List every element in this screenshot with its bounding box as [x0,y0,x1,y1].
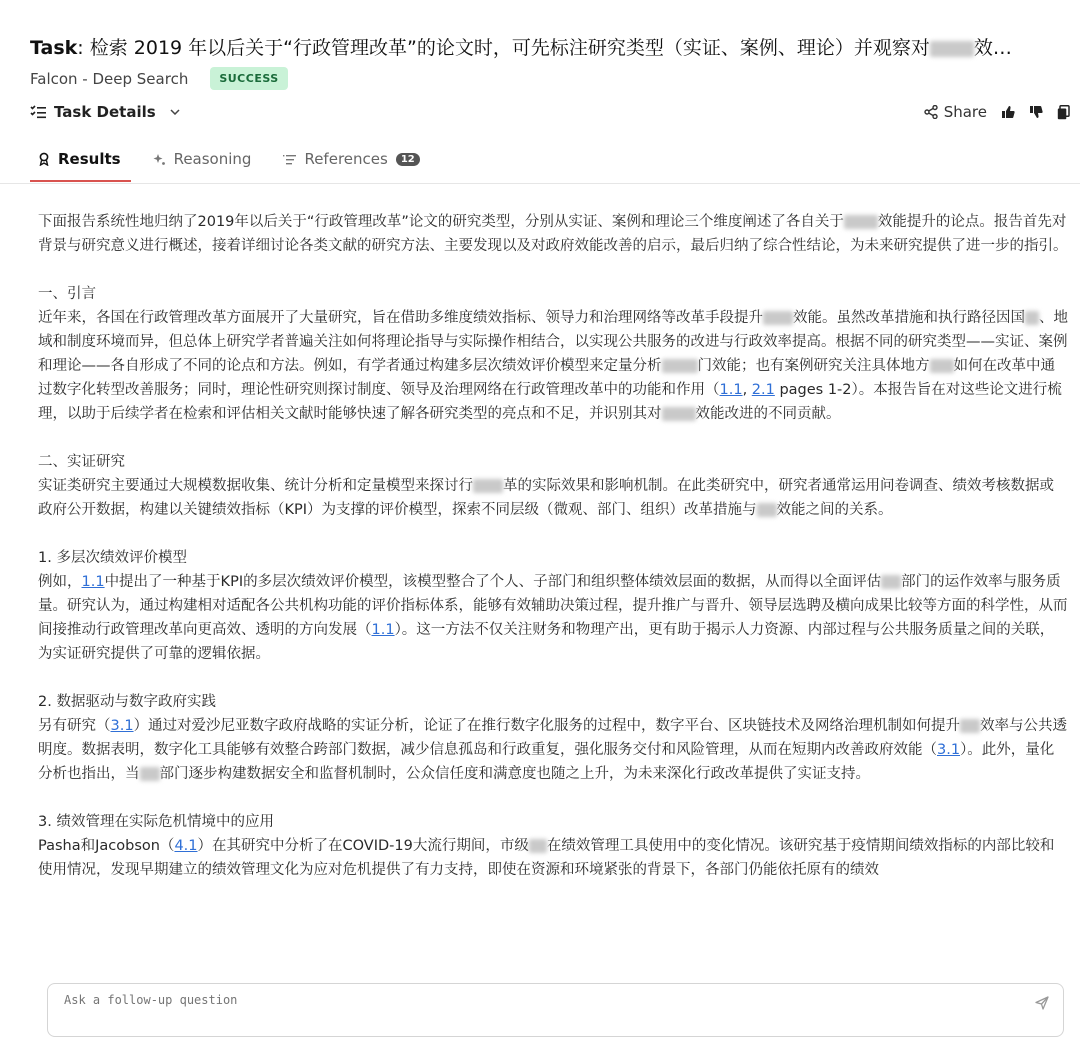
checklist-icon [30,105,46,119]
task-label: Task [30,37,78,59]
text: ）在其研究中分析了在COVID-19大流行期间，市级 [197,838,529,854]
text: 在绩效管理工具使用中的变化情况。该研究基于疫情期间绩效指标的内部比较和使用情况，发现早期建立的绩效管理文化为应对危机提供了有力支持，即使在资源和环境紧张的背景下，各部门仍能依托原有的绩效 [38,838,1055,878]
redacted-text [662,407,696,421]
section-paragraph [38,474,1068,522]
text: 近年来，各国在行政管理改革方面展开了大量研究，旨在借助多维度绩效指标、领导力和治理网络等改革手段提升 [38,310,763,326]
reference-link[interactable]: 4.1 [174,838,198,854]
text: 另有研究（ [38,718,111,734]
tab-reasoning-label: Reasoning [173,150,252,168]
redacted-text [757,503,777,517]
task-header [30,34,1070,62]
section-paragraph [38,714,1068,786]
followup-input[interactable] [62,992,1006,1008]
redacted-text [844,215,878,229]
references-count-badge: 12 [396,153,420,166]
reference-link[interactable]: 1.1 [719,382,743,398]
thumbs-down-icon[interactable] [1029,105,1043,119]
tab-results-label: Results [58,150,121,168]
send-icon[interactable] [1035,996,1049,1010]
redacted-text [930,359,954,373]
tab-references-label: References [304,150,388,168]
tab-references[interactable] [275,148,429,182]
text: 、地域和制度环境而异，但总体上研究学者普遍关注如何将理论指导与实际操作相结合，以实现公共服务的改进与行政效率提高。根据不同的研究类型——实证、案例和理论——各自形成了不同的论点和方法。例如，有学者通过构建多层次绩效评价模型来定量分析 [38,310,1068,374]
reference-link[interactable]: 2.1 [751,382,775,398]
chevron-down-icon [170,109,180,115]
text: ）。此外，量化分析也指出，当 [38,742,1055,782]
text: ）通过对爱沙尼亚数字政府战略的实证分析，论证了在推行数字化服务的过程中，数字平台、区块链技术及网络治理机制如何提升 [133,718,961,734]
text: 实证类研究主要通过大规模数据收集、统计分析和定量模型来探讨行 [38,478,473,494]
text: 效能改进的不同贡献。 [695,406,841,422]
results-content [38,210,1068,975]
followup-box [47,983,1064,1037]
tab-reasoning[interactable] [145,148,262,182]
reference-link[interactable]: 3.1 [110,718,134,734]
text: 门效能；也有案例研究关注具体地方 [697,358,930,374]
result-tabs [30,148,444,182]
subsection-heading: 2. 数据驱动与数字政府实践 [38,694,216,710]
text: 中提出了一种基于KPI的多层次绩效评价模型，该模型整合了个人、子部门和组织整体绩效层面的数据，从而得以全面评估 [104,574,882,590]
subsection-heading: 3. 绩效管理在实际危机情境中的应用 [38,814,274,830]
text: 如何在改革中通过数字化转型改善服务；同时，理论性研究则探讨制度、领导及治理网络在行政管理改革中的功能和作用（ [38,358,1055,398]
tab-results[interactable] [30,148,131,182]
text: 部门逐步构建数据安全和监督机制时，公众信任度和满意度也随之上升，为未来深化行政改革提供了实证支持。 [159,766,870,782]
redacted-text [529,839,547,853]
redacted-text [930,41,974,57]
sparkle-icon [153,153,166,166]
text: ）。这一方法不仅关注财务和物理产出，更有助于揭示人力资源、内部过程与公共服务质量之间的关联，为实证研究提供了可靠的逻辑依据。 [38,622,1055,662]
meta-row [30,67,288,90]
redacted-text [473,479,503,493]
section-heading: 一、引言 [38,286,96,302]
task-title-end: 效… [973,37,1012,59]
list-icon [283,154,296,165]
section-paragraph [38,306,1068,426]
task-title [30,34,1070,62]
reference-link[interactable]: 3.1 [937,742,961,758]
toolbar [30,103,1070,125]
redacted-text [140,767,160,781]
text: 部门的运作效率与服务质量。研究认为，通过构建相对适配各公共机构功能的评价指标体系，能够有效辅助决策过程，提升推广与晋升、领导层选聘及横向成果比较等方面的科学性，从而间接推动行政管理改革向更高效、透明的方向发展（ [38,574,1068,638]
text: 例如， [38,574,82,590]
text: 效率与公共透明度。数据表明，数字化工具能够有效整合跨部门数据，减少信息孤岛和行政重复，强化服务交付和风险管理，从而在短期内改善政府效能（ [38,718,1068,758]
text: 效能之间的关系。 [776,502,893,518]
section-heading: 二、实证研究 [38,454,125,470]
redacted-text [662,359,698,373]
redacted-text [881,575,901,589]
section-paragraph [38,834,1068,882]
status-badge: SUCCESS [210,67,287,90]
task-details-label: Task Details [54,103,156,121]
ribbon-icon [38,152,50,166]
share-button[interactable] [924,103,987,121]
product-name: Falcon - Deep Search [30,69,189,88]
text: , [742,382,752,398]
section-paragraph [38,570,1068,666]
redacted-text [960,719,980,733]
text: Pasha和Jacobson（ [38,838,175,854]
tabs-divider [0,183,1080,184]
text: pages 1-2）。本报告旨在对这些论文进行梳理，以助于后续学者在检索和评估相关文献时能够快速了解各研究类型的亮点和不足，并识别其对 [38,382,1062,422]
text: 效能提升的论点。报告首先对背景与研究意义进行概述，接着详细讨论各类文献的研究方法、主要发现以及对政府效能改善的启示，最后归纳了综合性结论，为未来研究提供了进一步的指引。 [38,214,1068,254]
redacted-text [1025,311,1039,325]
text: 效能。虽然改革措施和执行路径因国 [793,310,1025,326]
redacted-text [763,311,793,325]
intro-paragraph [38,210,1068,258]
share-icon [924,105,938,119]
task-details-toggle[interactable] [30,103,180,121]
subsection-heading: 1. 多层次绩效评价模型 [38,550,187,566]
thumbs-up-icon[interactable] [1001,105,1015,119]
text: 革的实际效果和影响机制。在此类研究中，研究者通常运用问卷调查、绩效考核数据或政府公开数据，构建以关键绩效指标（KPI）为支撑的评价模型，探索不同层级（微观、部门、组织）改革措施与 [38,478,1054,518]
toolbar-actions [924,103,1070,121]
reference-link[interactable]: 1.1 [81,574,105,590]
text: 下面报告系统性地归纳了2019年以后关于“行政管理改革”论文的研究类型，分别从实证、案例和理论三个维度阐述了各自关于 [38,214,844,230]
task-title-text: : 检索 2019 年以后关于“行政管理改革”的论文时，可先标注研究类型（实证、案例、理论）并观察对 [77,37,930,59]
copy-icon[interactable] [1057,105,1070,120]
share-label: Share [943,103,987,121]
reference-link[interactable]: 1.1 [371,622,395,638]
